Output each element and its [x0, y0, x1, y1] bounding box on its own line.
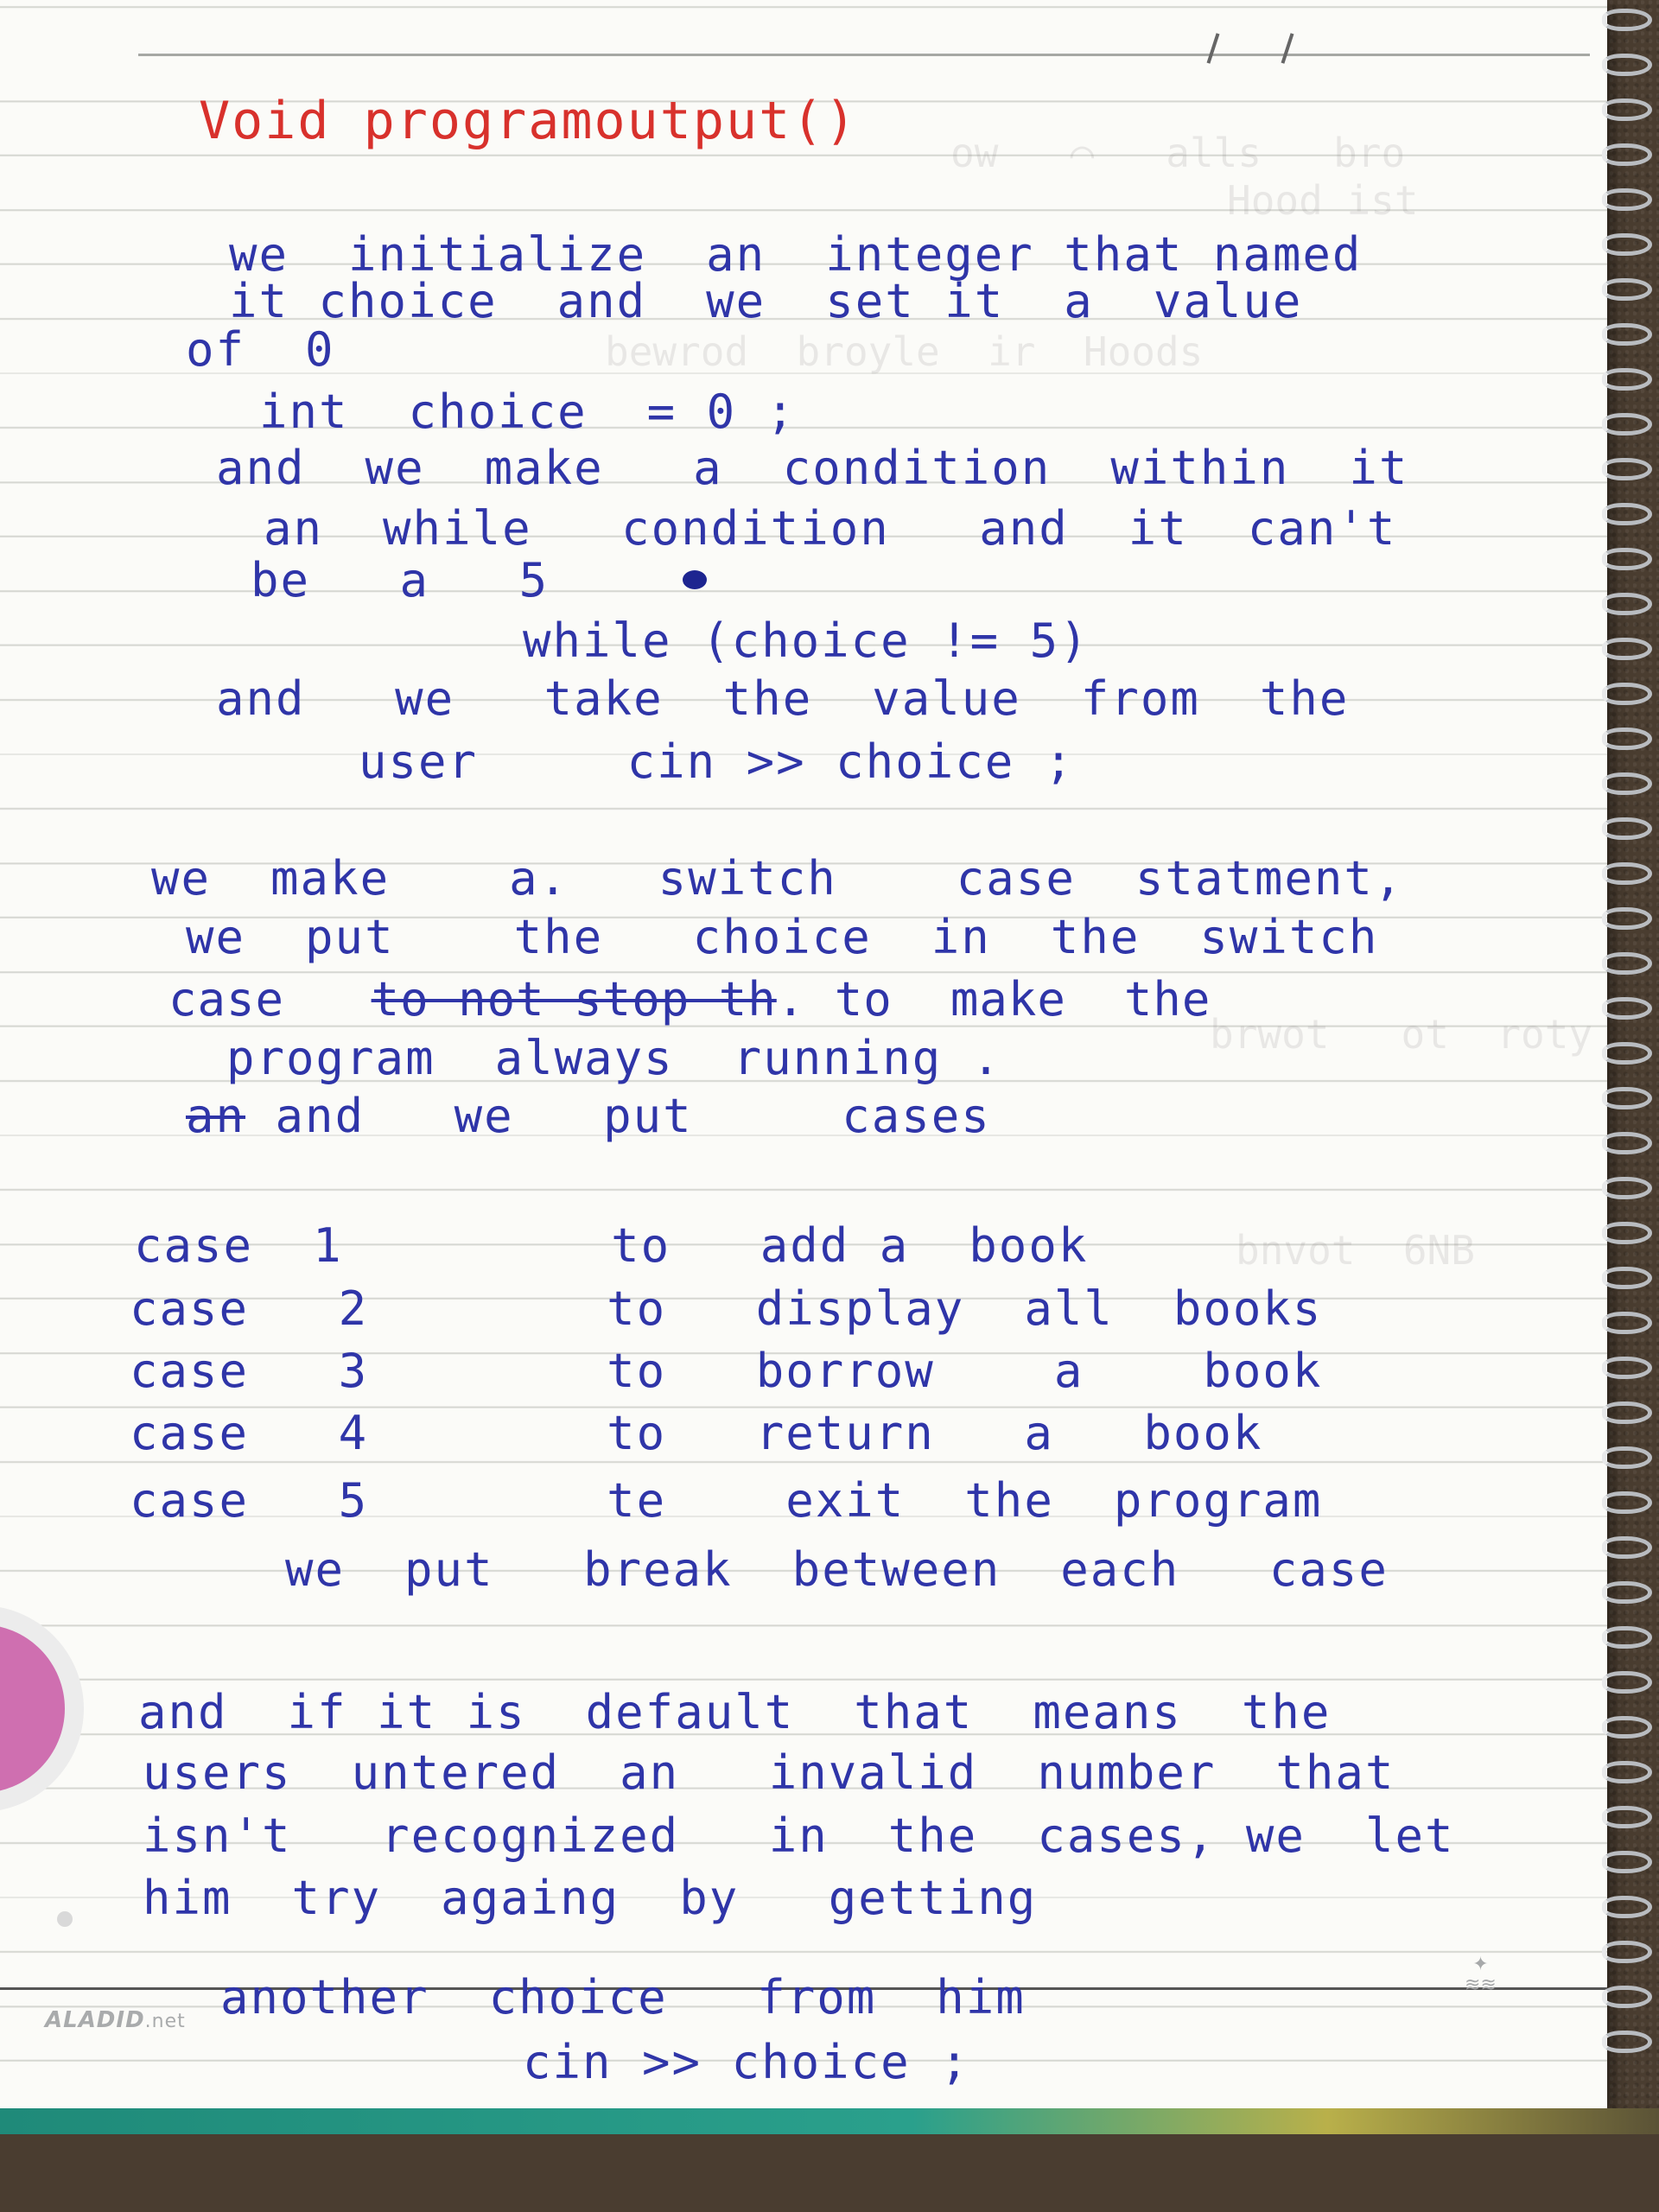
- crossed-out-text: to not stop th: [371, 972, 777, 1027]
- spiral-ring: [1602, 683, 1652, 705]
- spiral-ring: [1602, 1132, 1652, 1154]
- note-word: case: [168, 972, 285, 1027]
- spiral-ring: [1602, 1222, 1652, 1244]
- spiral-ring: [1602, 1312, 1652, 1334]
- spiral-ring: [1602, 952, 1652, 975]
- note-line: users untered an invalid number that: [143, 1745, 1395, 1800]
- spiral-ring: [1602, 1716, 1652, 1738]
- spiral-ring: [1602, 1896, 1652, 1918]
- note-line: and we make a condition within it: [216, 441, 1409, 495]
- spiral-ring: [1602, 2031, 1652, 2053]
- spiral-ring: [1602, 1087, 1652, 1109]
- note-line: be a 5: [251, 553, 550, 607]
- spiral-ring: [1602, 9, 1652, 31]
- date-slash-1: [1207, 33, 1220, 63]
- spiral-ring: [1602, 907, 1652, 930]
- punch-hole: [57, 1911, 73, 1927]
- spiral-ring: [1602, 1581, 1652, 1604]
- code-line-cin: user cin >> choice ;: [359, 734, 1075, 789]
- spiral-ring: [1602, 1446, 1652, 1469]
- note-line: we put the choice in the switch: [186, 910, 1379, 964]
- spiral-ring: [1602, 368, 1652, 391]
- ink-scribble: [683, 570, 707, 589]
- spiral-ring: [1602, 143, 1652, 166]
- spiral-ring: [1602, 1761, 1652, 1783]
- spiral-ring: [1602, 548, 1652, 570]
- spiral-ring: [1602, 1267, 1652, 1289]
- spiral-ring: [1602, 1851, 1652, 1873]
- spiral-ring: [1602, 1177, 1652, 1199]
- table-surface: [0, 2134, 1659, 2212]
- spiral-ring: [1602, 1806, 1652, 1828]
- note-line: and we take the value from the: [216, 671, 1350, 726]
- crossed-out-text: an: [186, 1089, 246, 1143]
- show-through-text: Hood ist: [1227, 177, 1419, 224]
- spiral-ring: [1602, 1986, 1652, 2008]
- spiral-ring: [1602, 1941, 1652, 1963]
- spiral-ring: [1602, 188, 1652, 211]
- show-through-text: ow ⌒ alls bro: [950, 130, 1406, 176]
- spiral-ring: [1602, 728, 1652, 750]
- show-through-text: brwot ot roty: [1210, 1011, 1593, 1058]
- spiral-ring: [1602, 1671, 1652, 1694]
- spiral-ring: [1602, 772, 1652, 795]
- case-line-4: case 4 to return a book: [130, 1406, 1263, 1460]
- note-line: him try againg by getting: [143, 1871, 1038, 1925]
- spiral-ring: [1602, 278, 1652, 301]
- spiral-ring: [1602, 99, 1652, 121]
- spiral-ring: [1602, 54, 1652, 76]
- note-line: of 0: [186, 322, 335, 377]
- brand-name: ALADID: [45, 2007, 145, 2033]
- spiral-ring: [1602, 1536, 1652, 1559]
- spiral-binding: [1599, 0, 1659, 2212]
- note-line: isn't recognized in the cases, we let: [143, 1808, 1455, 1863]
- note-line: an while condition and it can't: [264, 501, 1397, 556]
- spiral-ring: [1602, 233, 1652, 256]
- spiral-ring: [1602, 1357, 1652, 1379]
- note-line: [168, 972, 1211, 1027]
- brand-logo: [45, 2007, 186, 2033]
- spiral-ring: [1602, 1626, 1652, 1649]
- note-line: we initialize an integer that named: [229, 227, 1363, 282]
- note-text: and we put cases: [245, 1089, 991, 1143]
- note-text: . to make the: [776, 972, 1211, 1027]
- brand-suffix: .net: [144, 2011, 186, 2032]
- spiral-ring: [1602, 593, 1652, 615]
- spiral-ring: [1602, 1491, 1652, 1514]
- show-through-text: bnvot 6NB: [1236, 1227, 1475, 1274]
- case-line-3: case 3 to borrow a book: [130, 1344, 1323, 1398]
- case-line-5: case 5 te exit the program: [130, 1473, 1323, 1528]
- code-line-while: while (choice != 5): [523, 613, 1090, 668]
- case-line-2: case 2 to display all books: [130, 1281, 1323, 1336]
- spiral-ring: [1602, 323, 1652, 346]
- heading-void-programoutput: Void programoutput(): [199, 91, 858, 151]
- spiral-ring: [1602, 413, 1652, 435]
- date-slash-2: [1281, 33, 1294, 63]
- spiral-ring: [1602, 1042, 1652, 1065]
- spiral-ring: [1602, 862, 1652, 885]
- note-line: [186, 1089, 991, 1143]
- note-line: another choice from him: [220, 1970, 1026, 2024]
- pink-sticker: [0, 1624, 65, 1793]
- code-line-int-choice: int choice = 0 ;: [259, 385, 797, 439]
- case-line-1: case 1 to add a book: [134, 1218, 1089, 1273]
- note-line: it choice and we set it a value: [229, 274, 1303, 328]
- note-line: we make a. switch case statment,: [151, 851, 1404, 906]
- code-line-cin-final: cin >> choice ;: [523, 2035, 970, 2089]
- note-line: program always running .: [226, 1031, 1002, 1085]
- show-through-text: bewrod broyle ir Hoods: [605, 328, 1204, 375]
- spiral-ring: [1602, 817, 1652, 840]
- note-line: and if it is default that means the: [138, 1685, 1332, 1739]
- spiral-ring: [1602, 997, 1652, 1020]
- note-line: we put break between each case: [285, 1542, 1389, 1597]
- spiral-ring: [1602, 503, 1652, 525]
- publisher-mark-icon: ✦ ≋≋: [1465, 1954, 1497, 1997]
- page-top-rule: [138, 54, 1590, 56]
- spiral-ring: [1602, 638, 1652, 660]
- spiral-ring: [1602, 458, 1652, 480]
- spiral-ring: [1602, 1402, 1652, 1424]
